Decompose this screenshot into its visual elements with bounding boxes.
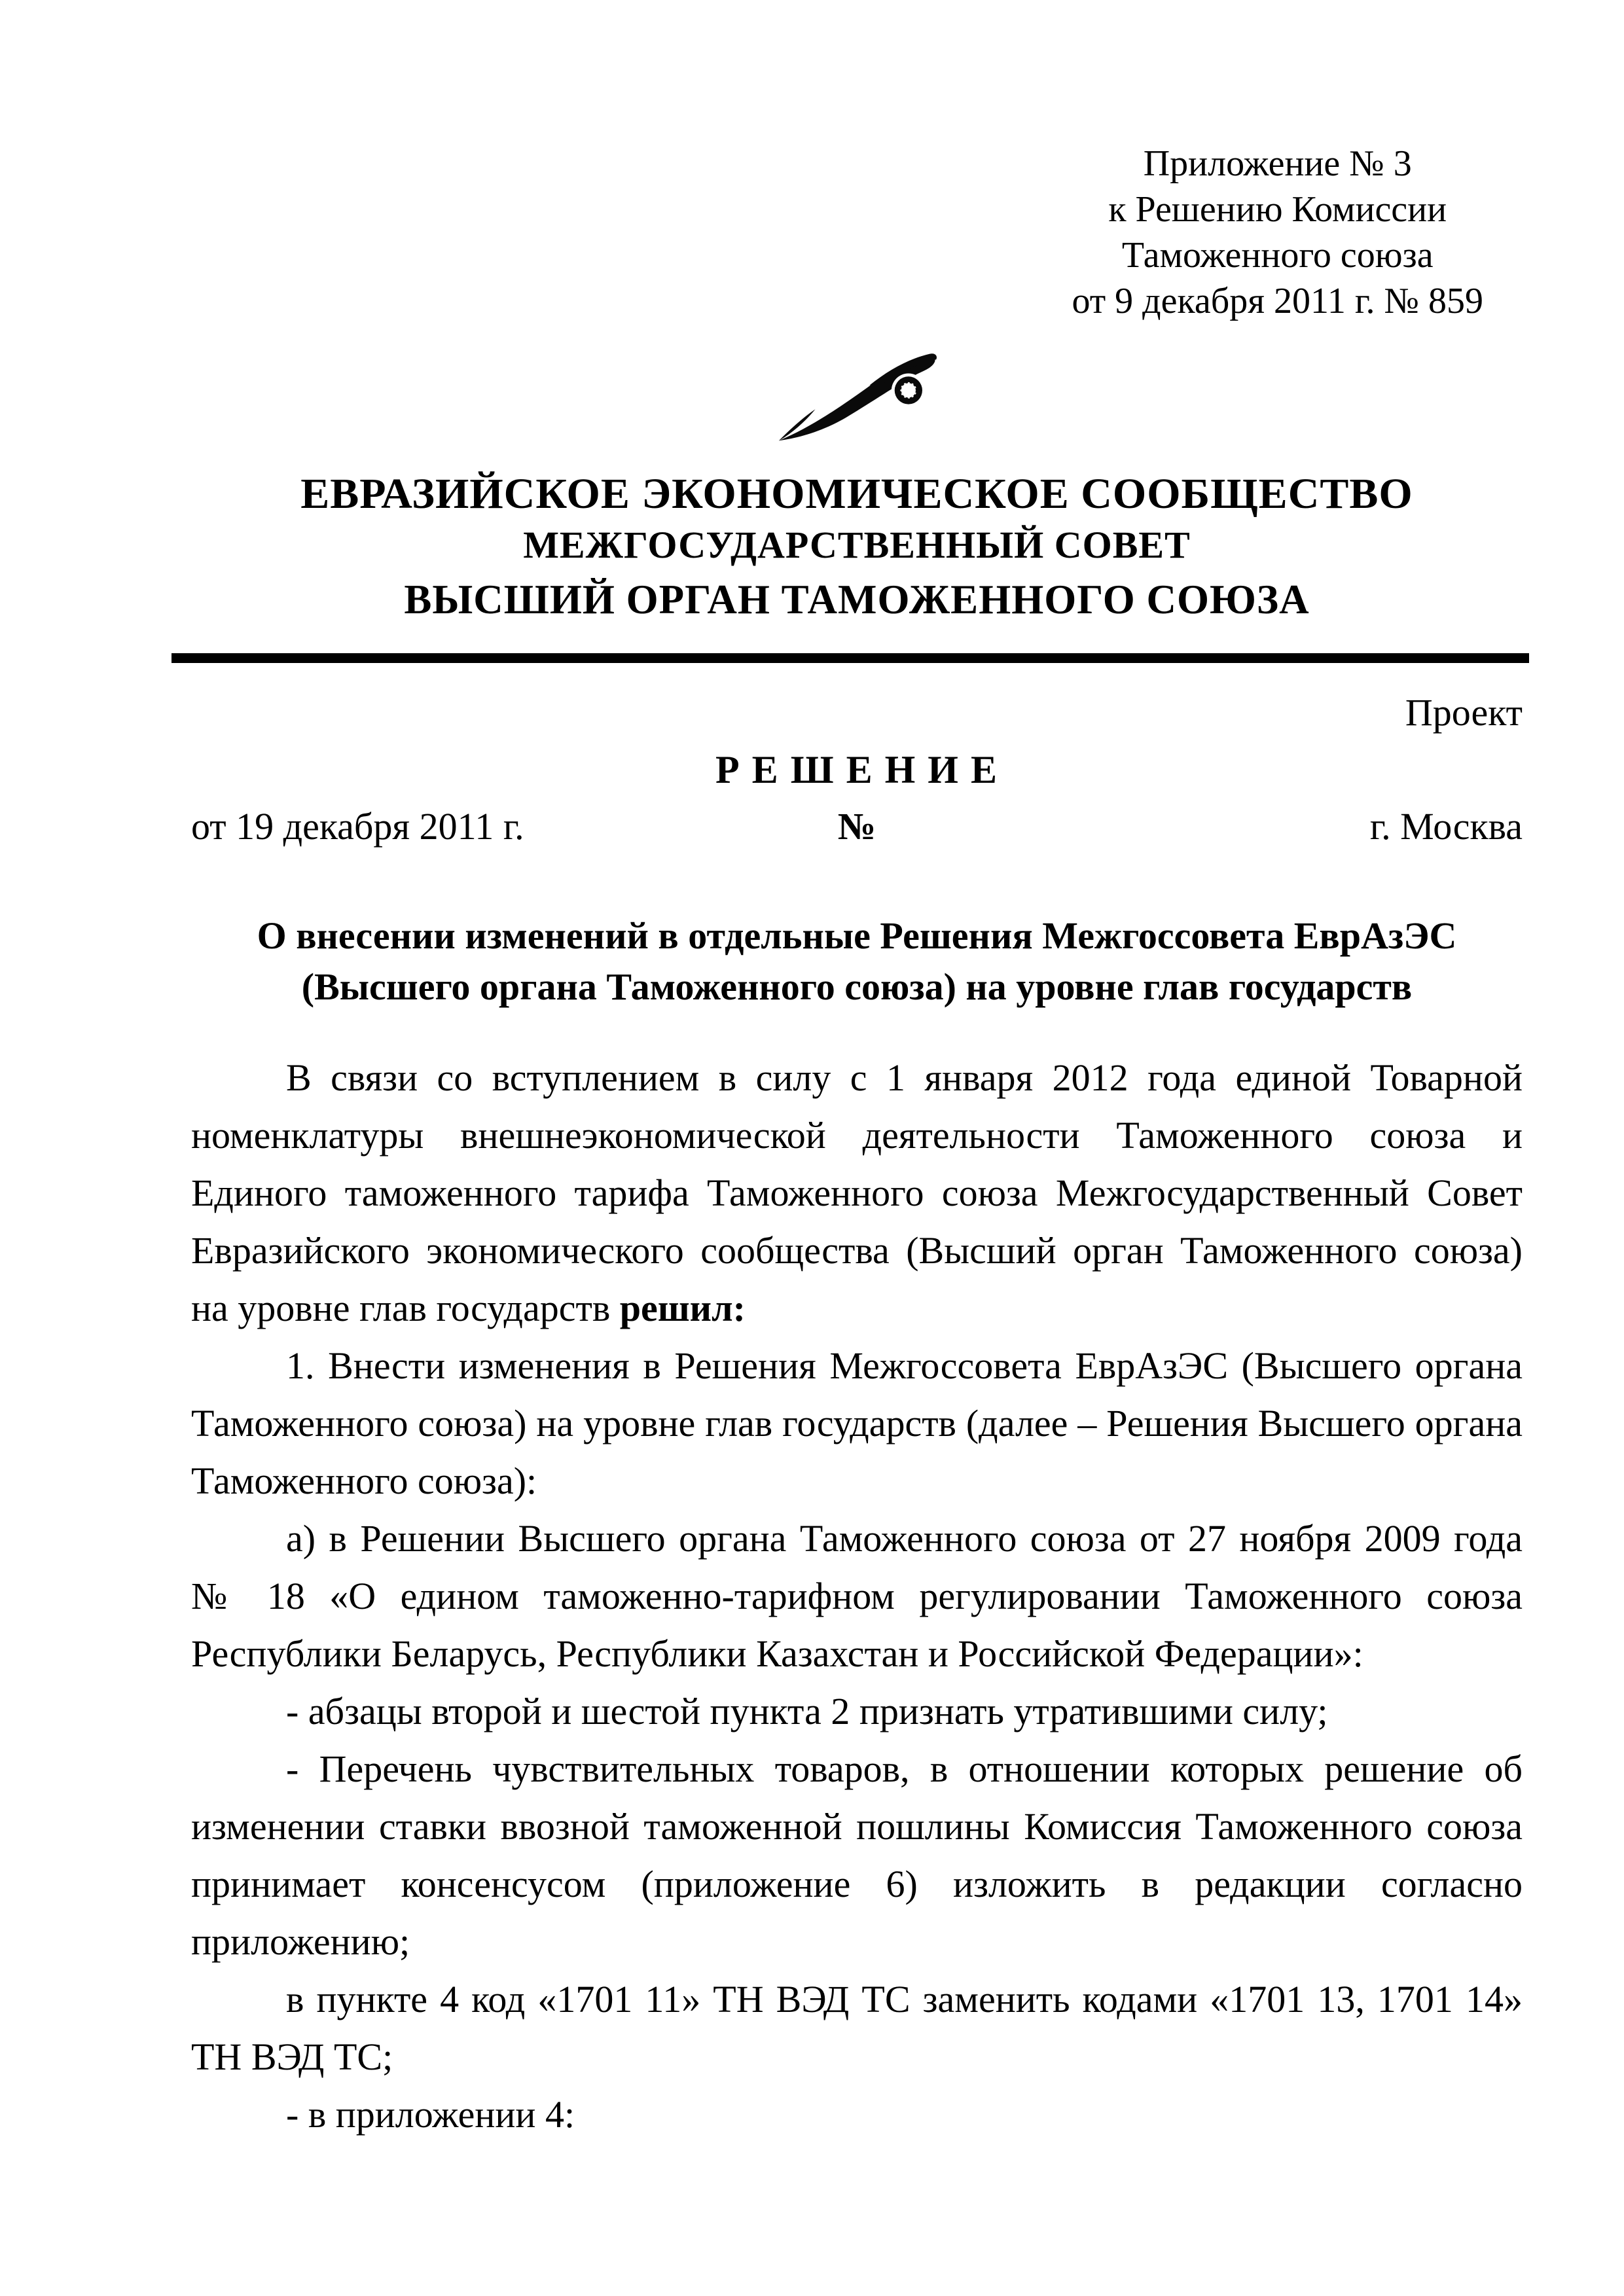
paragraph-6: в пункте 4 код «1701 11» ТН ВЭД ТС заменить кодами «1701 13, 1701 14» ТН ВЭД ТС; bbox=[191, 1977, 1523, 2078]
paragraph-5: - Перечень чувствительных товаров, в отношении которых решение об изменении ставки ввозной таможенной пошлины Комиссия Таможенного союза принимает консенсусом (приложение 6) изложить в редакции согласно приложению; bbox=[191, 1747, 1523, 1963]
document-kind-title: Р Е Ш Е Н И Е bbox=[715, 748, 998, 791]
paragraph-2: 1. Внести изменения в Решения Межгоссовета ЕврАзЭС (Высшего органа Таможенного союза) на уровне глав государств (далее – Решения Высшего органа Таможенного союза): bbox=[191, 1344, 1523, 1502]
draft-label: Проект bbox=[1405, 691, 1523, 734]
org-name-council: МЕЖГОСУДАРСТВЕННЫЙ СОВЕТ bbox=[523, 524, 1191, 566]
doc-subject-heading: О внесении изменений в отдельные Решения Межгоссовета ЕврАзЭС (Высшего органа Таможенного союза) на уровне глав государств bbox=[257, 914, 1457, 1009]
annex-reference bbox=[1072, 141, 1483, 324]
annex-reference-block bbox=[191, 141, 1523, 324]
paragraph-3: а) в Решении Высшего органа Таможенного союза от 27 ноября 2009 года № 18 «О едином таможенно-тарифном регулировании Таможенного союза Республики Беларусь, Республики Казахстан и Российской Федерации»: bbox=[191, 1516, 1523, 1675]
paragraph-1 bbox=[191, 1049, 1523, 1337]
annex-line: к Решению Комиссии bbox=[1108, 189, 1447, 230]
paragraph-1-resolved-word: решил: bbox=[619, 1286, 746, 1329]
org-name-supreme-body: ВЫСШИЙ ОРГАН ТАМОЖЕННОГО СОЮЗА bbox=[404, 577, 1310, 622]
date-number-place-line bbox=[191, 804, 1523, 848]
doc-body bbox=[191, 1049, 1523, 2144]
annex-line: Приложение № 3 bbox=[1143, 143, 1412, 184]
separator-rule bbox=[171, 653, 1529, 663]
doc-number: № bbox=[837, 805, 876, 848]
annex-line: от 9 декабря 2011 г. № 859 bbox=[1072, 281, 1483, 321]
paragraph-7: - в приложении 4: bbox=[286, 2092, 575, 2136]
paragraph-4: - абзацы второй и шестой пункта 2 признать утратившими силу; bbox=[286, 1689, 1328, 1732]
doc-date: от 19 декабря 2011 г. bbox=[191, 805, 524, 848]
annex-line: Таможенного союза bbox=[1121, 235, 1434, 276]
doc-place: г. Москва bbox=[1369, 805, 1523, 848]
org-name-community: ЕВРАЗИЙСКОЕ ЭКОНОМИЧЕСКОЕ СООБЩЕСТВО bbox=[300, 470, 1413, 518]
swallow-logo-icon bbox=[775, 332, 939, 446]
emblem-row bbox=[191, 332, 1523, 450]
paragraph-1-text: В связи со вступлением в силу с 1 января 2012 года единой Товарной номенклатуры внешнеэкономической деятельности Таможенного союза и Единого таможенного тарифа Таможенного союза Межгосударственный Совет Евразийского экономического сообщества (Высший орган Таможенного союза) на уровне глав государств bbox=[191, 1056, 1523, 1329]
